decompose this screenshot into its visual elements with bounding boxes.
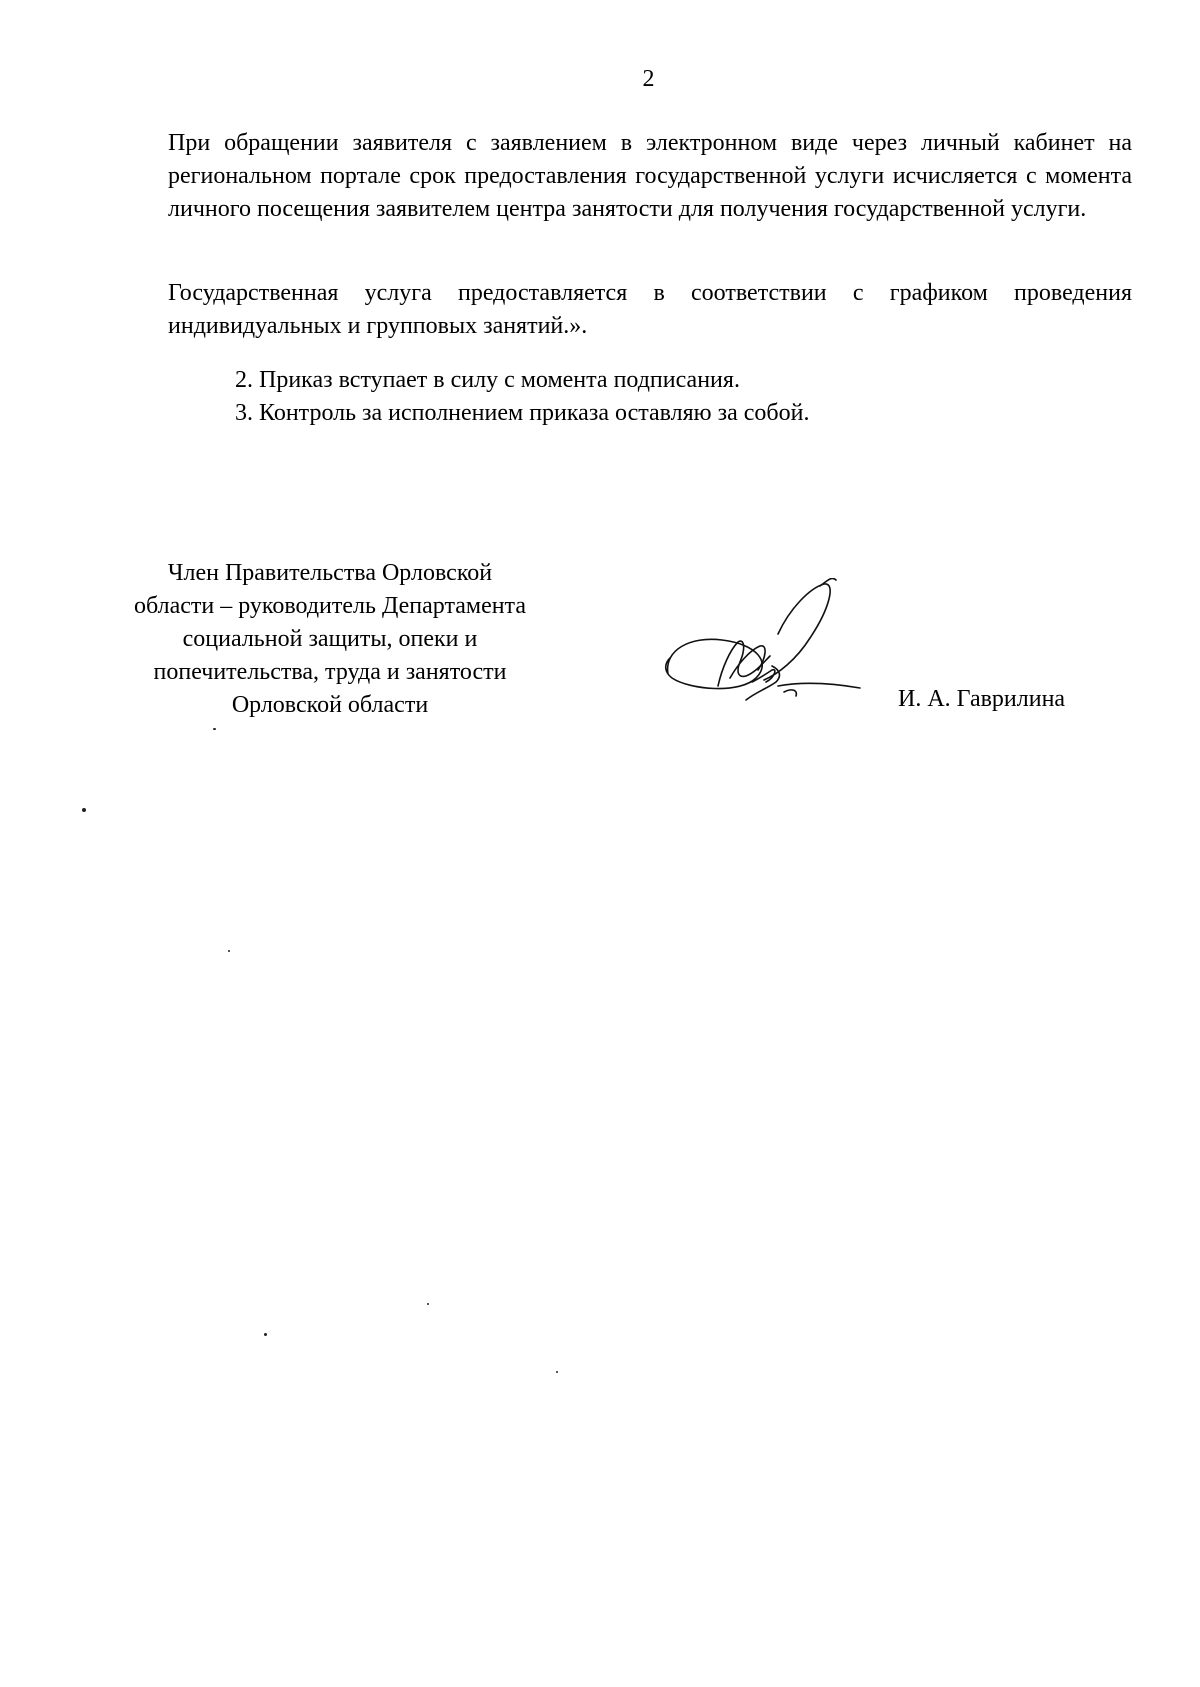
scan-speck (228, 950, 230, 952)
order-clauses (235, 364, 809, 430)
signatory-name: И. А. Гаврилина (898, 686, 1066, 712)
handwritten-signature (660, 578, 870, 728)
scan-speck (213, 728, 216, 730)
position-line: Орловской области (231, 692, 429, 718)
clause-control: 3. Контроль за исполнением приказа оставляю за собой. (235, 400, 810, 426)
scan-speck (264, 1333, 267, 1336)
position-line: области – руководитель Департамента (134, 593, 526, 619)
paragraph-electronic-application: При обращении заявителя с заявлением в электронном виде через личный кабинет на региональном портале срок предоставления государственной услуги исчисляется с момента личного посещения заявителем центра занятости для получения государственной услуги. (168, 130, 1132, 222)
position-line: попечительства, труда и занятости (153, 659, 507, 685)
scan-speck (556, 1371, 558, 1373)
clause-effective-date: 2. Приказ вступает в силу с момента подписания. (235, 367, 740, 393)
page-number: 2 (642, 66, 655, 92)
position-line: социальной защиты, опеки и (182, 626, 478, 652)
position-line: Член Правительства Орловской (167, 560, 493, 586)
scan-speck (427, 1303, 429, 1305)
scan-speck (82, 808, 86, 812)
signatory-position (95, 557, 565, 722)
paragraph-service-schedule: Государственная услуга предоставляется в соответствии с графиком проведения индивидуальных и групповых занятий.». (168, 280, 1132, 339)
